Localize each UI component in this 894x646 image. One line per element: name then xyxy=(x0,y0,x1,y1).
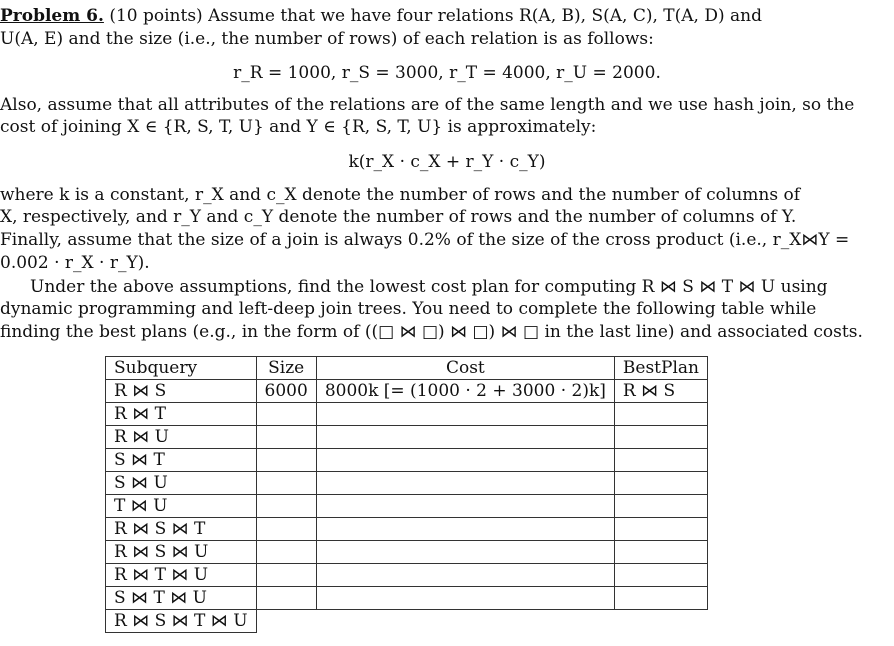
cost-cell[interactable] xyxy=(316,403,614,426)
size-cell[interactable] xyxy=(256,495,316,518)
cost-cell[interactable] xyxy=(316,449,614,472)
cost-cell[interactable] xyxy=(316,587,614,610)
subquery-cell: R ⋈ U xyxy=(106,426,257,449)
problem-line-7: Finally, assume that the size of a join is always 0.2% of the size of the cross product (i.e., r_X⋈Y = xyxy=(0,230,850,250)
size-cell[interactable] xyxy=(256,472,316,495)
bestplan-cell[interactable] xyxy=(614,472,707,495)
subquery-cell: R ⋈ S ⋈ U xyxy=(106,541,257,564)
bestplan-cell[interactable] xyxy=(614,449,707,472)
table-row xyxy=(106,564,708,587)
problem-line-1 xyxy=(0,5,762,27)
bestplan-cell[interactable] xyxy=(614,426,707,449)
problem-line-5: where k is a constant, r_X and c_X denote the number of rows and the number of columns of xyxy=(0,185,801,205)
header-bestplan: BestPlan xyxy=(614,357,707,380)
problem-line-6: X, respectively, and r_Y and c_Y denote the number of rows and the number of columns of Y. xyxy=(0,207,797,227)
table-header-row xyxy=(106,357,708,380)
bestplan-cell[interactable] xyxy=(614,518,707,541)
size-cell[interactable] xyxy=(256,541,316,564)
header-cost: Cost xyxy=(316,357,614,380)
table-row xyxy=(106,518,708,541)
cost-cell: 8000k [= (1000 · 2 + 3000 · 2)k] xyxy=(316,380,614,403)
table-row xyxy=(106,380,708,403)
table-row xyxy=(106,587,708,610)
cost-cell[interactable] xyxy=(316,541,614,564)
table-row xyxy=(106,610,708,633)
size-cell[interactable] xyxy=(256,518,316,541)
dp-table xyxy=(105,356,708,633)
table-row xyxy=(106,495,708,518)
problem-line-3: Also, assume that all attributes of the relations are of the same length and we use hash join, so the xyxy=(0,95,855,115)
bestplan-cell[interactable] xyxy=(614,541,707,564)
table-row xyxy=(106,449,708,472)
subquery-cell: R ⋈ T ⋈ U xyxy=(106,564,257,587)
problem-line-9: Under the above assumptions, find the lowest cost plan for computing R ⋈ S ⋈ T ⋈ U using xyxy=(30,277,828,297)
problem-line-4: cost of joining X ∈ {R, S, T, U} and Y ∈ {R, S, T, U} is approximately: xyxy=(0,117,597,137)
bestplan-cell[interactable] xyxy=(614,403,707,426)
bestplan-cell: R ⋈ S xyxy=(614,380,707,403)
subquery-cell: S ⋈ T xyxy=(106,449,257,472)
size-cell[interactable] xyxy=(256,587,316,610)
size-cell[interactable] xyxy=(256,449,316,472)
table-row xyxy=(106,426,708,449)
subquery-cell: R ⋈ S xyxy=(106,380,257,403)
table-row xyxy=(106,472,708,495)
problem-line-1-text: Assume that we have four relations R(A, B), S(A, C), T(A, D) and xyxy=(208,6,762,26)
header-size: Size xyxy=(256,357,316,380)
size-cell: 6000 xyxy=(256,380,316,403)
subquery-cell: S ⋈ U xyxy=(106,472,257,495)
problem-line-11: finding the best plans (e.g., in the form of ((□ ⋈ □) ⋈ □) ⋈ □ in the last line) and associated costs. xyxy=(0,322,863,342)
size-cell[interactable] xyxy=(256,564,316,587)
subquery-cell: S ⋈ T ⋈ U xyxy=(106,587,257,610)
cost-cell[interactable] xyxy=(316,518,614,541)
subquery-cell: R ⋈ S ⋈ T ⋈ U xyxy=(106,610,257,633)
subquery-cell: T ⋈ U xyxy=(106,495,257,518)
problem-line-10: dynamic programming and left-deep join trees. You need to complete the following table while xyxy=(0,299,817,319)
cost-cell[interactable] xyxy=(316,426,614,449)
cost-formula: k(r_X · c_X + r_Y · c_Y) xyxy=(348,152,546,172)
problem-line-2: U(A, E) and the size (i.e., the number of rows) of each relation is as follows: xyxy=(0,29,654,49)
subquery-cell: R ⋈ T xyxy=(106,403,257,426)
problem-line-8: 0.002 · r_X · r_Y). xyxy=(0,253,150,273)
bestplan-cell[interactable] xyxy=(614,564,707,587)
size-cell[interactable] xyxy=(256,426,316,449)
subquery-cell: R ⋈ S ⋈ T xyxy=(106,518,257,541)
bestplan-cell[interactable] xyxy=(614,495,707,518)
relation-sizes: r_R = 1000, r_S = 3000, r_T = 4000, r_U = 2000. xyxy=(233,63,661,83)
bestplan-cell[interactable] xyxy=(614,587,707,610)
cost-cell[interactable] xyxy=(316,564,614,587)
problem-heading: Problem 6. xyxy=(0,6,104,26)
header-subquery: Subquery xyxy=(106,357,257,380)
table-row xyxy=(106,403,708,426)
problem-points: (10 points) xyxy=(109,6,203,26)
size-cell[interactable] xyxy=(256,403,316,426)
table-row xyxy=(106,541,708,564)
cost-cell[interactable] xyxy=(316,472,614,495)
cost-cell[interactable] xyxy=(316,495,614,518)
